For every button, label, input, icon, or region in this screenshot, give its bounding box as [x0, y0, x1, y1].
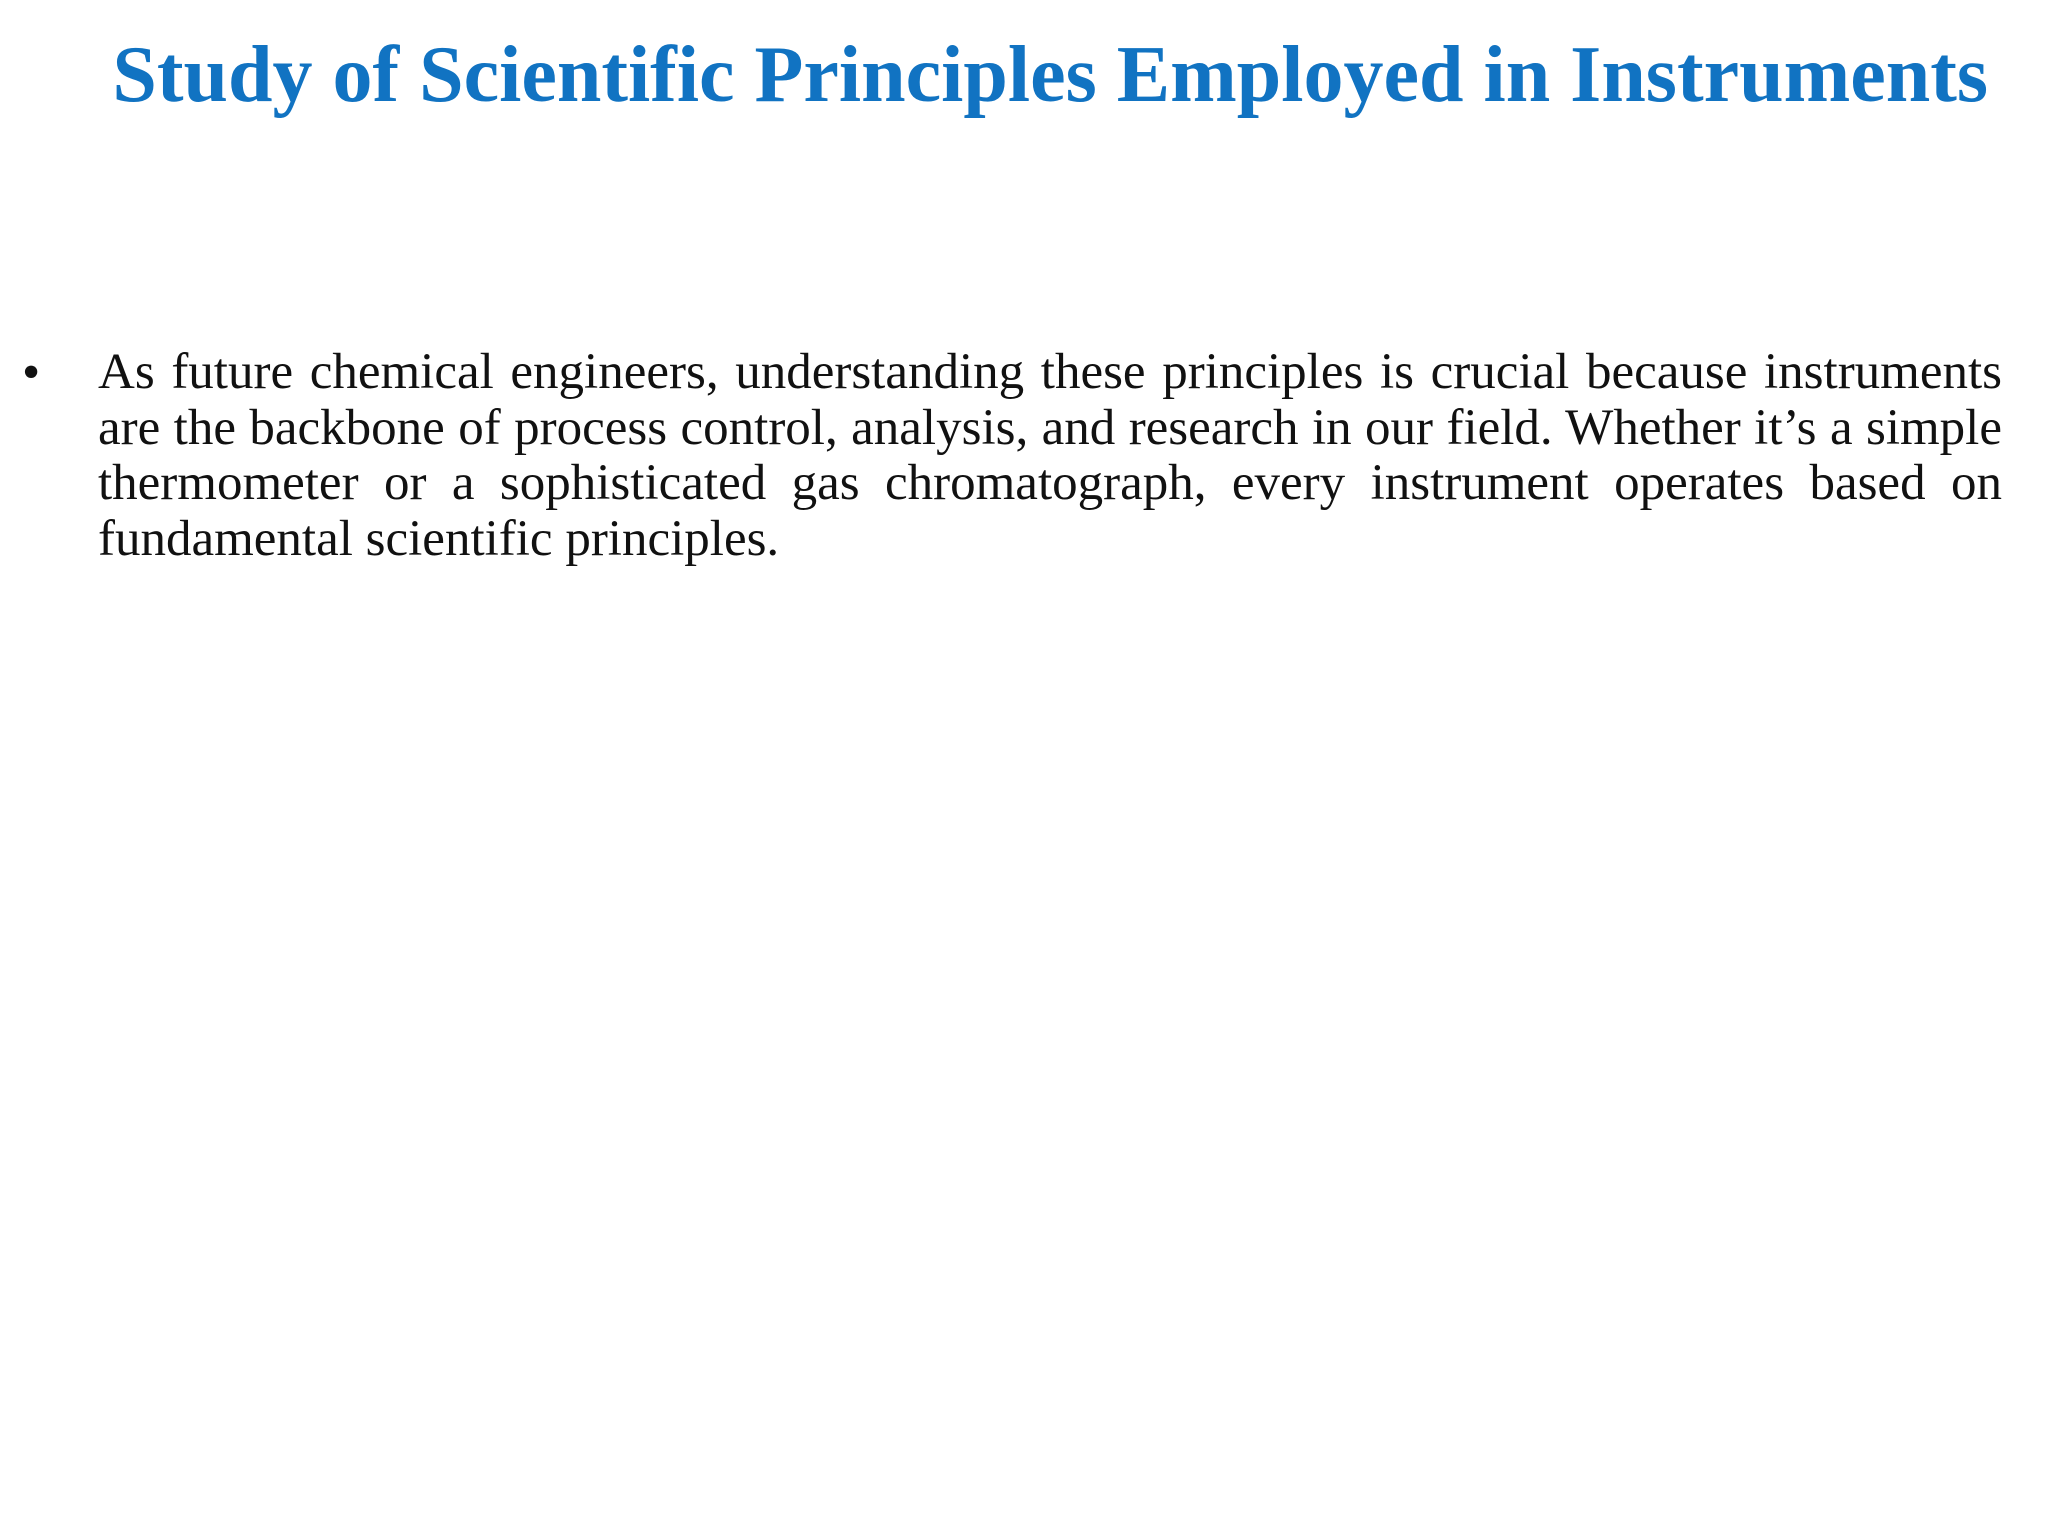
slide-title: Study of Scientific Principles Employed in Instruments	[112, 31, 1988, 119]
bullet-list	[22, 345, 2002, 567]
bullet-text: As future chemical engineers, understanding these principles is crucial because instruments are the backbone of process control, analysis, and research in our field. Whether it’s a simple thermometer or a sophisticated gas chromatograph, every instrument operates based on fundamental scientific principles.	[98, 344, 2002, 567]
bullet-icon: •	[22, 344, 41, 401]
bullet-item	[22, 345, 2002, 567]
